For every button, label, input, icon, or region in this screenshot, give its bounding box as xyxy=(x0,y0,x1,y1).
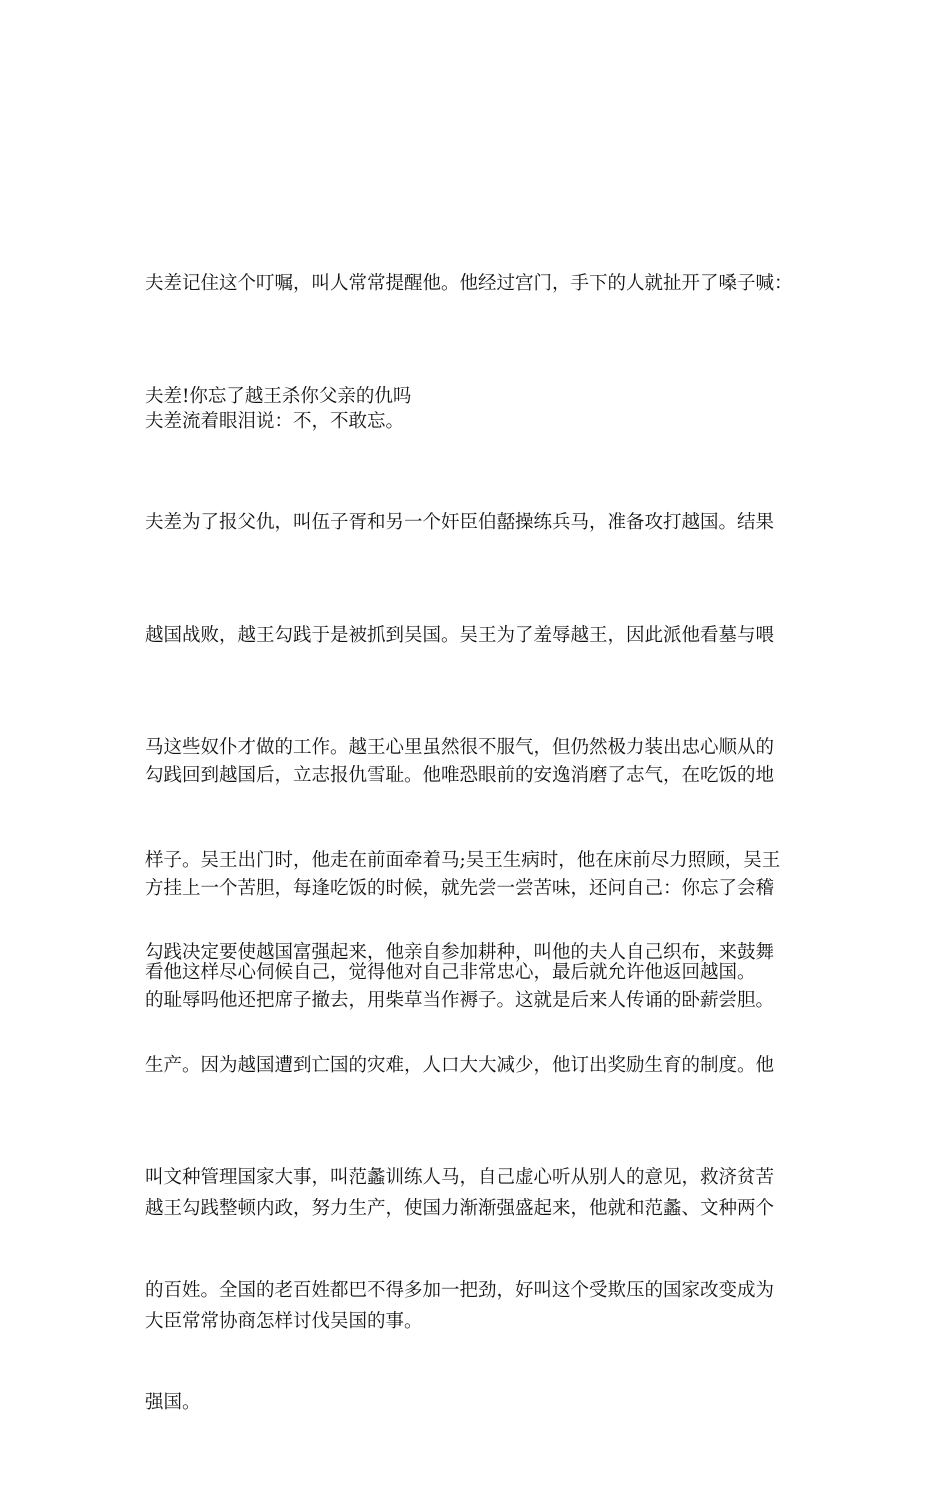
paragraph-line: 强国。 xyxy=(145,1392,201,1413)
paragraph-line: 叫文种管理国家大事，叫范蠡训练人马，自己虚心听从别人的意见，救济贫苦 xyxy=(145,1167,775,1188)
paragraph-line: 看他这样尽心伺候自己，觉得他对自己非常忠心，最后就允许他返回越国。 xyxy=(145,962,756,983)
paragraph-line: 马这些奴仆才做的工作。越王心里虽然很不服气，但仍然极力装出忠心顺从的 xyxy=(145,737,775,758)
paragraph-line: 夫差为了报父仇，叫伍子胥和另一个奸臣伯嚭操练兵马，准备攻打越国。结果 xyxy=(145,512,775,533)
paragraph-line: 夫差!你忘了越王杀你父亲的仇吗 xyxy=(145,385,412,407)
paragraph-line: 生产。因为越国遭到亡国的灾难，人口大大减少，他订出奖励生育的制度。他 xyxy=(145,1054,775,1076)
paragraph-6 xyxy=(145,1115,815,1415)
paragraph-line: 大臣常常协商怎样讨伐吴国的事。 xyxy=(145,1310,423,1332)
paragraph-line: 夫差记住这个叮嘱，叫人常常提醒他。他经过宫门，手下的人就扯开了嗓子喊： xyxy=(145,273,793,294)
paragraph-line: 的耻辱吗他还把席子撤去，用柴草当作褥子。这就是后来人传诵的卧薪尝胆。 xyxy=(145,990,775,1011)
paragraph-line: 越国战败，越王勾践于是被抓到吴国。吴王为了羞辱越王，因此派他看墓与喂 xyxy=(145,624,775,646)
paragraph-line: 夫差流着眼泪说：不，不敢忘。 xyxy=(145,411,405,432)
paragraph-line: 越王勾践整顿内政，努力生产，使国力渐渐强盛起来，他就和范蠡、文种两个 xyxy=(145,1198,775,1219)
paragraph-line: 勾践决定要使越国富强起来，他亲自参加耕种，叫他的夫人自己织布，来鼓舞 xyxy=(145,942,775,963)
paragraph-line: 方挂上一个苦胆，每逢吃饭的时候，就先尝一尝苦味，还问自己：你忘了会稽 xyxy=(145,877,775,899)
paragraph-line: 样子。吴王出门时，他走在前面牵着马;吴王生病时，他在床前尽力照顾，吴王 xyxy=(145,849,781,871)
paragraph-line: 勾践回到越国后，立志报仇雪耻。他唯恐眼前的安逸消磨了志气，在吃饭的地 xyxy=(145,765,775,786)
paragraph-line: 的百姓。全国的老百姓都巴不得多加一把劲，好叫这个受欺压的国家改变成为 xyxy=(145,1279,775,1301)
